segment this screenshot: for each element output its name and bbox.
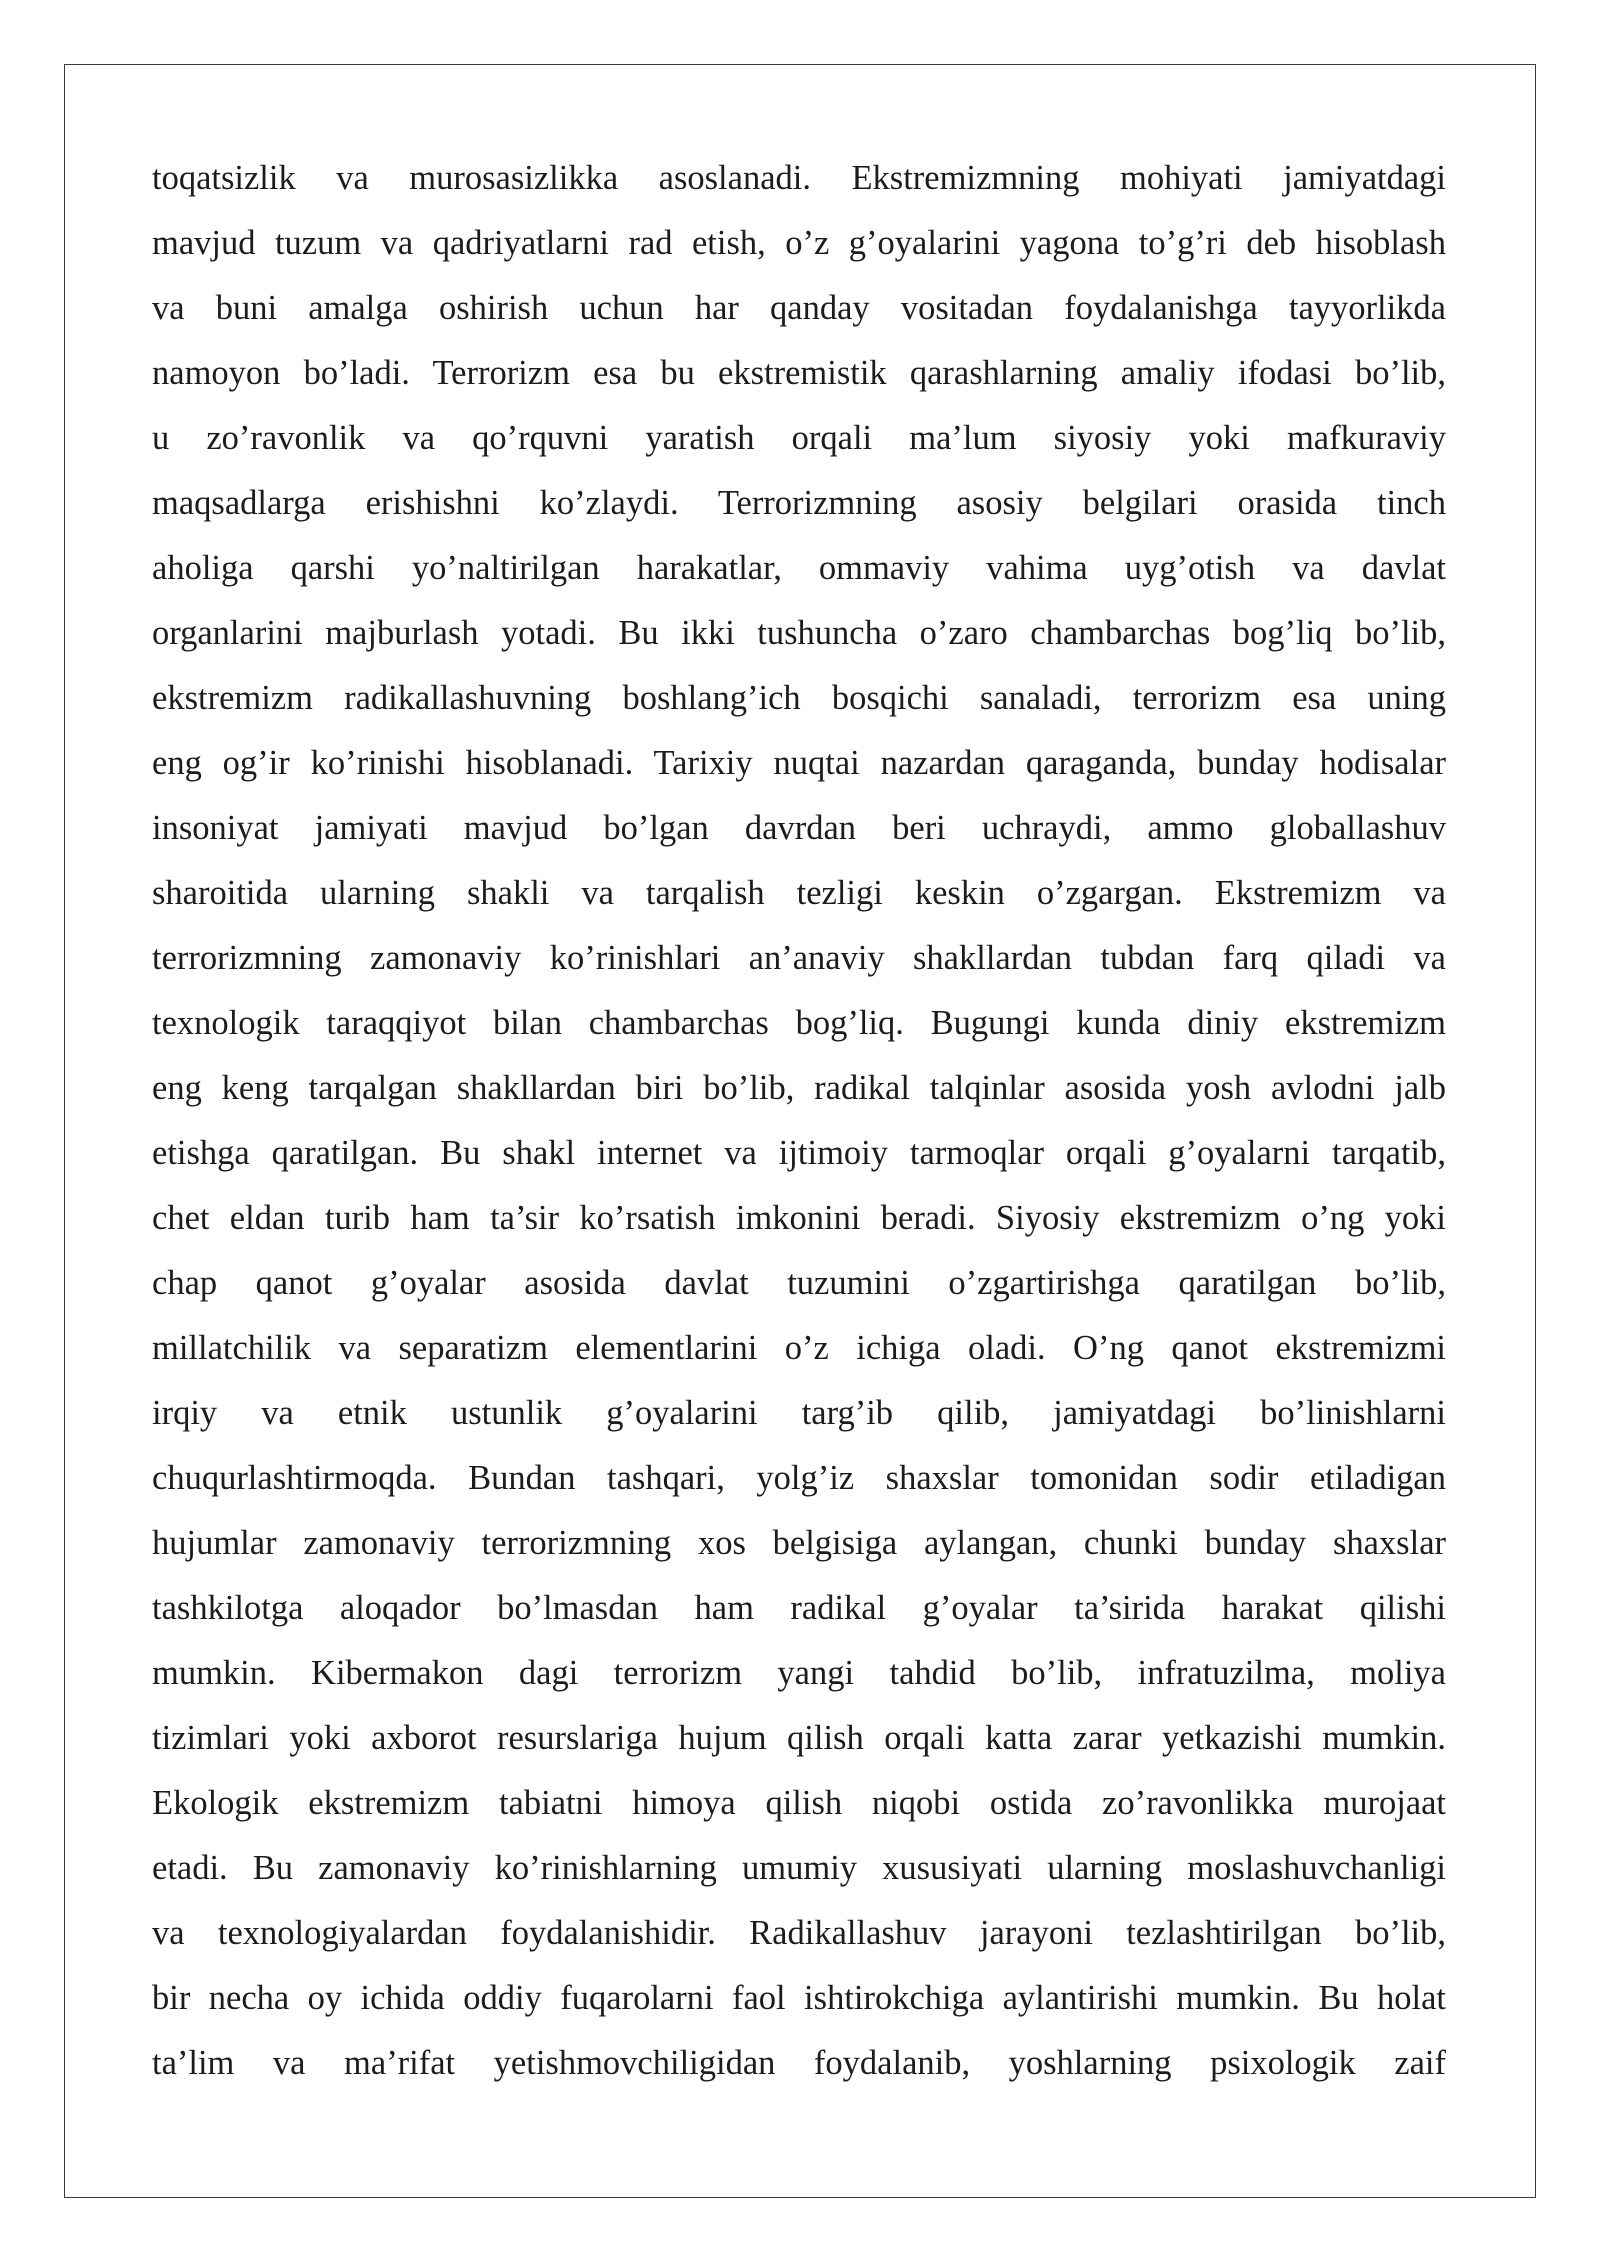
text-line: sharoitida ularning shakli va tarqalish tezligi keskin o’zgargan. Ekstremizm va xyxy=(152,874,1446,912)
text-line: chuqurlashtirmoqda. Bundan tashqari, yolg’iz shaxslar tomonidan sodir etiladigan xyxy=(152,1459,1446,1497)
text-line: mumkin. Kibermakon dagi terrorizm yangi tahdid bo’lib, infratuzilma, moliya xyxy=(152,1654,1446,1692)
text-line: bir necha oy ichida oddiy fuqarolarni faol ishtirokchiga aylantirishi mumkin. Bu holat xyxy=(152,1979,1446,2017)
text-line: maqsadlarga erishishni ko’zlaydi. Terrorizmning asosiy belgilari orasida tinch xyxy=(152,484,1446,522)
text-line: terrorizmning zamonaviy ko’rinishlari an’anaviy shakllardan tubdan farq qiladi va xyxy=(152,939,1446,977)
text-line: hujumlar zamonaviy terrorizmning xos belgisiga aylangan, chunki bunday shaxslar xyxy=(152,1524,1446,1562)
text-line: eng og’ir ko’rinishi hisoblanadi. Tarixiy nuqtai nazardan qaraganda, bunday hodisalar xyxy=(152,744,1446,782)
text-line: chet eldan turib ham ta’sir ko’rsatish imkonini beradi. Siyosiy ekstremizm o’ng yoki xyxy=(152,1199,1446,1237)
text-line: aholiga qarshi yo’naltirilgan harakatlar, ommaviy vahima uyg’otish va davlat xyxy=(152,549,1446,587)
text-line: millatchilik va separatizm elementlarini o’z ichiga oladi. O’ng qanot ekstremizmi xyxy=(152,1329,1446,1367)
text-line: insoniyat jamiyati mavjud bo’lgan davrdan beri uchraydi, ammo globallashuv xyxy=(152,809,1446,847)
text-line: etadi. Bu zamonaviy ko’rinishlarning umumiy xususiyati ularning moslashuvchanligi xyxy=(152,1849,1446,1887)
text-line: mavjud tuzum va qadriyatlarni rad etish, o’z g’oyalarini yagona to’g’ri deb hisoblash xyxy=(152,224,1446,262)
text-line: namoyon bo’ladi. Terrorizm esa bu ekstremistik qarashlarning amaliy ifodasi bo’lib, xyxy=(152,354,1446,392)
text-line: texnologik taraqqiyot bilan chambarchas bog’liq. Bugungi kunda diniy ekstremizm xyxy=(152,1004,1446,1042)
document-body xyxy=(152,146,1446,2096)
text-line: Ekologik ekstremizm tabiatni himoya qilish niqobi ostida zo’ravonlikka murojaat xyxy=(152,1784,1446,1822)
text-line: va buni amalga oshirish uchun har qanday vositadan foydalanishga tayyorlikda xyxy=(152,289,1446,327)
text-line: ta’lim va ma’rifat yetishmovchiligidan foydalanib, yoshlarning psixologik zaif xyxy=(152,2044,1446,2082)
text-line: tashkilotga aloqador bo’lmasdan ham radikal g’oyalar ta’sirida harakat qilishi xyxy=(152,1589,1446,1627)
text-line: etishga qaratilgan. Bu shakl internet va ijtimoiy tarmoqlar orqali g’oyalarni tarqatib, xyxy=(152,1134,1446,1172)
text-line: ekstremizm radikallashuvning boshlang’ich bosqichi sanaladi, terrorizm esa uning xyxy=(152,679,1446,717)
text-line: toqatsizlik va murosasizlikka asoslanadi. Ekstremizmning mohiyati jamiyatdagi xyxy=(152,159,1446,197)
text-line: u zo’ravonlik va qo’rquvni yaratish orqali ma’lum siyosiy yoki mafkuraviy xyxy=(152,419,1446,457)
text-line: organlarini majburlash yotadi. Bu ikki tushuncha o’zaro chambarchas bog’liq bo’lib, xyxy=(152,614,1446,652)
text-line: tizimlari yoki axborot resurslariga hujum qilish orqali katta zarar yetkazishi mumkin. xyxy=(152,1719,1446,1757)
text-line: irqiy va etnik ustunlik g’oyalarini targ’ib qilib, jamiyatdagi bo’linishlarni xyxy=(152,1394,1446,1432)
text-line: chap qanot g’oyalar asosida davlat tuzumini o’zgartirishga qaratilgan bo’lib, xyxy=(152,1264,1446,1302)
text-line: va texnologiyalardan foydalanishidir. Radikallashuv jarayoni tezlashtirilgan bo’lib, xyxy=(152,1914,1446,1952)
text-line: eng keng tarqalgan shakllardan biri bo’lib, radikal talqinlar asosida yosh avlodni jalb xyxy=(152,1069,1446,1107)
